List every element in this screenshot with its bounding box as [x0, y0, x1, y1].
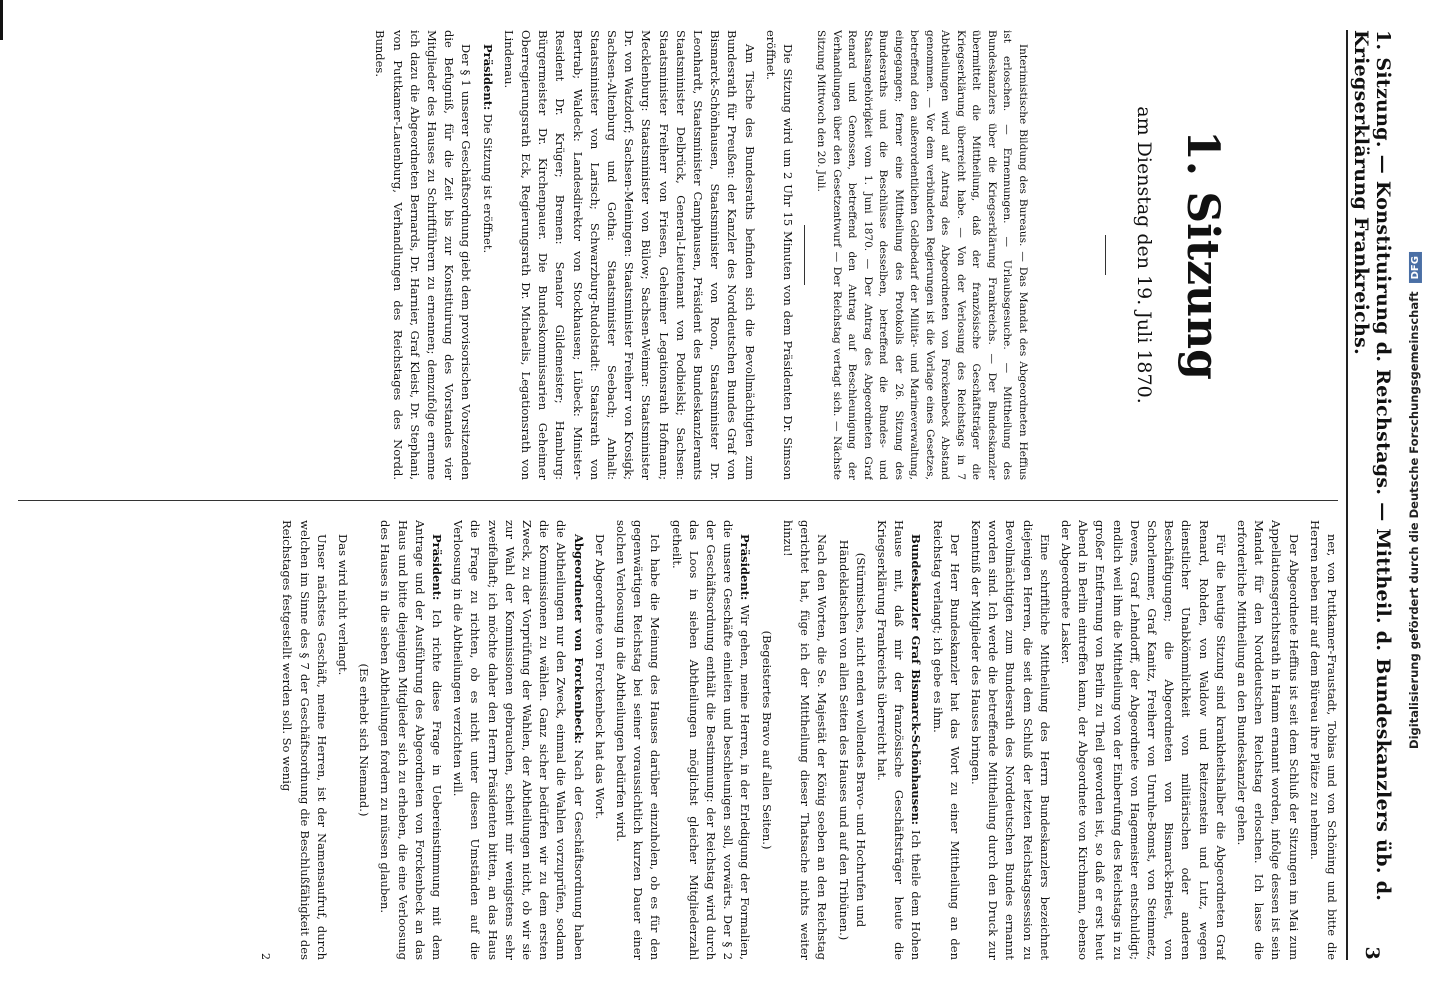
page-number: 3 — [1361, 946, 1383, 960]
speech-text: Ich richte diese Frage in Uebereinstimmung mit dem Antrage und der Ausführung des Abgeordneten von Forckenbeck an das Haus und bitte diejenigen Mitglieder sich zu erheben, die eine Verloosung des Hauses in die sieben Abtheilungen fordern zu müssen glauben. — [378, 520, 445, 960]
speech-text: Die Sitzung ist eröffnet. — [480, 110, 495, 254]
speech-paragraph — [449, 520, 587, 960]
speech-paragraph — [873, 520, 925, 960]
speech-text: Wir gehen, meine Herren, in der Erledigung der Formalien, die unsere Geschäfte einleiten und beschleunigen soll, vorwärts. Der § 2 der Geschäftsordnung enthält die Bestimmung: der Reichstag wird durch das Loos in sieben Abtheilungen möglichst gleicher Mitgliederzahl getheilt. — [669, 520, 753, 960]
speaker-name: Präsident: — [738, 534, 753, 601]
body-paragraph: Nach den Worten, die Se. Majestät der König soeben an den Reichstag gerichtet hat, füge ich der Mittheilung dieser Thatsache nichts weiter hinzu! — [780, 520, 830, 960]
header-rule — [1346, 30, 1348, 960]
dfg-logo: DFG — [1409, 252, 1422, 283]
right-column — [10, 520, 1340, 960]
body-paragraph: Für die heutige Sitzung sind krankheitshalber die Abgeordneten Graf Renard, Rohden, von Waldow und Reitzenstein und Lutz, wegen dienstlicher Unabkömmlichkeit von militärischen oder anderen Beschäftigungen; die Abgeordneten von Bismarck-Briest, von Schorlemmer, Graf Kanitz, Freiherr von Unruhe-Bomst, von Steinmetz, Devens, Graf Lehndorff, der Abgeordnete von Hagemeister entschuldigt; endlich weil ihm die Mittheilung von der Einberufung des Reichstags in zu großer Entfernung von Berlin zu Theil geworden ist, so daß er erst heut Abend in Berlin eintreffen kann, der Abgeordnete von Kirchmann, ebenso der Abgeordnete Lasker. — [1058, 520, 1228, 960]
stage-direction: (Begeistertes Bravo auf allen Seiten.) — [759, 630, 774, 850]
session-summary: Interimistische Bildung des Bureaus. — Das Mandat des Abgeordneten Heffius ist erloschen. — Ernennungen. — Urlaubsgesuche. — Mittheilung des Bundeskanzlers über die Kriegserklärung Frankreichs. — Der Bundeskanzler übermittelt die Mittheilung, daß der französische Geschäftsträger die Kriegserklärung überreicht habe. — Von der Verlosung des Reichstags in 7 Abtheilungen wird auf Antrag des Abgeordneten von Forckenbeck Abstand genommen. — Vor dem verbündeten Regierungen ist die Vorlage eines Gesetzes, betreffend den außerordentlichen Geldbedarf der Militär- und Marineverwaltung, eingegangen; ferner eine Mittheilung des Protokolls der 26. Sitzung des Bundesraths und die Beschlüsse desselben, betreffend die Bundes- und Staatsangehörigkeit vom 1. Juni 1870. — Der Antrag des Abgeordneten Graf Renard und Genossen, betreffend den Antrag auf Beschleunigung der Verhandlungen über den Gesetzentwurf — Der Reichstag vertagt sich. — Nächste Sitzung Mittwoch den 20. Juli. — [815, 30, 1029, 480]
body-paragraph: Der Herr Bundeskanzler hat das Wort zu einer Mittheilung an den Reichstag verlangt; ich gebe es ihm. — [930, 520, 962, 960]
session-title: 1. Sitzung — [1177, 130, 1228, 380]
speaker-name: Bundeskanzler Graf Bismarck-Schönhausen: — [909, 534, 924, 826]
speech-text: Ich theile dem Hohen Hause mit, daß mir der französische Geschäftsträger heute die Kriegserklärung Frankreichs überreicht hat. — [874, 520, 924, 960]
body-paragraph: Der § 1 unserer Geschäftsordnung giebt dem provisorischen Vorsitzenden die Befugniß, für die Zeit bis zur Konstituirung des Vorstandes vier Mitglieder des Hauses zu Schriftführern zu ernennen; demzufolge ernenne ich dazu die Abgeordneten Bernards, Dr. Harnier, Graf Kleist, Dr. Stephani, von Puttkamer-Lauenburg, Verhandlungen des Reichstages des Nordd. Bundes. — [373, 30, 474, 480]
speech-text: Nach der Geschäftsordnung haben die Abtheilungen nur den Zweck, einmal die Wahlen vorzuprüfen, sodann die Kommissionen zu wählen. Ganz sicher bedürfen wir zu dem ersten Zweck, zu der Vorprüfung der Wahlen, der Abtheilungen nicht, ob wir sie zur Wahl der Kommissionen gebrauchen, scheint mir wenigstens sehr zweifelhaft; ich möchte daher den Herrn Präsidenten bitten, an das Haus die Frage zu richten, ob es nicht unter diesen Umständen auf die Verloosung in die Abtheilungen verzichten will. — [451, 520, 586, 960]
speaker-name: Präsident: — [430, 534, 445, 601]
speech-paragraph — [667, 520, 753, 960]
speech-paragraph — [478, 30, 495, 480]
digitization-credit — [1400, 0, 1428, 1000]
signature-mark: 2 — [259, 953, 273, 960]
speaker-name: Abgeordneter von Forckenbeck: — [571, 534, 586, 744]
page-header — [1352, 30, 1392, 960]
speaker-name: Präsident: — [480, 44, 495, 111]
session-date: am Dienstag den 19. Juli 1870. — [1133, 106, 1155, 404]
stage-direction: (Stürmisches, nicht enden wollendes Bravo- und Hochrufen und Händeklatschen von allen Seiten des Hauses und auf den Tribünen.) — [836, 539, 868, 941]
speech-paragraph — [376, 520, 445, 960]
body-paragraph: Der Abgeordnete von Forckenbeck hat das Wort. — [592, 534, 607, 820]
body-paragraph: Das wird nicht verlangt. — [336, 534, 351, 676]
summary-rule — [804, 225, 805, 285]
body-paragraph: Der Abgeordnete Heffius ist seit dem Schluß der Sitzungen im Mai zum Appellationsgerichtsrath in Hamm ernannt worden, infolge dessen ist sein Mandat für den Norddeutschen Reichstag erloschen. Ich lasse die erforderliche Mittheilung an den Bundeskanzler gehen. — [1234, 520, 1301, 960]
session-heading — [1105, 30, 1340, 480]
body-paragraph: Die Sitzung wird um 2 Uhr 15 Minuten von dem Präsidenten Dr. Simson eröffnet. — [763, 30, 795, 480]
running-title: 1. Sitzung. — Konstituirung d. Reichstags. — Mittheil. d. Bundeskanzlers üb. d. Kriegserklärung Frankreichs. — [1350, 30, 1394, 902]
stage-direction: (Es erhebt sich Niemand.) — [357, 663, 372, 817]
column-divider — [18, 500, 1338, 501]
credit-text: Digitalisierung gefördert durch die Deutsche Forschungsgemeinschaft — [1406, 290, 1421, 749]
left-column — [10, 30, 1030, 480]
body-paragraph: Am Tische des Bundesraths befinden sich die Bevollmächtigten zum Bundesrath für Preußen: der Kanzler des Norddeutschen Bundes Graf von Bismarck-Schönhausen, Staatsminister von Roon, Staatsminister Dr. Leonhardt, Staatsminister Camphausen, Präsident des Bundeskanzleramts Staatsminister Delbrück, General-Lieutenant von Podbielski; Sachsen: Staatsminister Freiherr von Friesen, Geheimer Legationsrath Hofmann; Mecklenburg: Staatsminister von Bülow; Sachsen-Weimar: Staatsminister Dr. von Watzdorf; Sachsen-Meiningen: Staatsminister Freiherr von Krosigk; Sachsen-Altenburg und Gotha: Staatsminister Seebach; Anhalt: Staatsminister von Larisch; Schwarzburg-Rudolstadt: Staatsrath von Bertrab; Waldeck: Landesdirektor von Stockhausen; Lübeck: Minister-Resident Dr. Krüger; Bremen: Senator Gildemeister; Hamburg: Bürgermeister Dr. Kirchenpauer. Die Bundeskommissarien Geheimer Oberregierungsrath Eck, Regierungsrath Dr. Michaelis, Legationsrath von Lindenau. — [501, 30, 757, 480]
heading-rule — [1105, 235, 1106, 275]
body-paragraph: Unser nächstes Geschäft, meine Herren, ist der Namensaufruf, durch welchen im Sinne des § 7 der Geschäftsordnung die Beschlußfähigkeit des Reichstages festgestellt werden soll. So wenig — [280, 520, 329, 960]
body-paragraph: Eine schriftliche Mittheilung des Herrn Bundeskanzlers bezeichnet diejenigen Herren, die seit dem Schluß der letzten Reichstagssession zu Bevollmächtigten zum Bundesrath des Norddeutschen Bundes ernannt worden sind. Ich werde die betreffende Mittheilung durch den Druck zur Kenntniß der Mitglieder des Hauses bringen. — [968, 520, 1052, 960]
body-paragraph: ner, von Puttkamer-Fraustadt, Tobias und von Schöning und bitte die Herren neben mir auf dem Büreau ihre Plätze zu nehmen. — [1307, 520, 1339, 960]
body-paragraph: Ich habe die Meinung des Hauses darüber einzuholen, ob es für den gegenwärtigen Reichstag bei seiner voraussichtlich kurzen Dauer einer solchen Verloosung in die Abtheilungen bedürfen wird. — [614, 520, 663, 960]
right-column-body — [257, 520, 1340, 960]
left-column-body — [371, 30, 796, 480]
